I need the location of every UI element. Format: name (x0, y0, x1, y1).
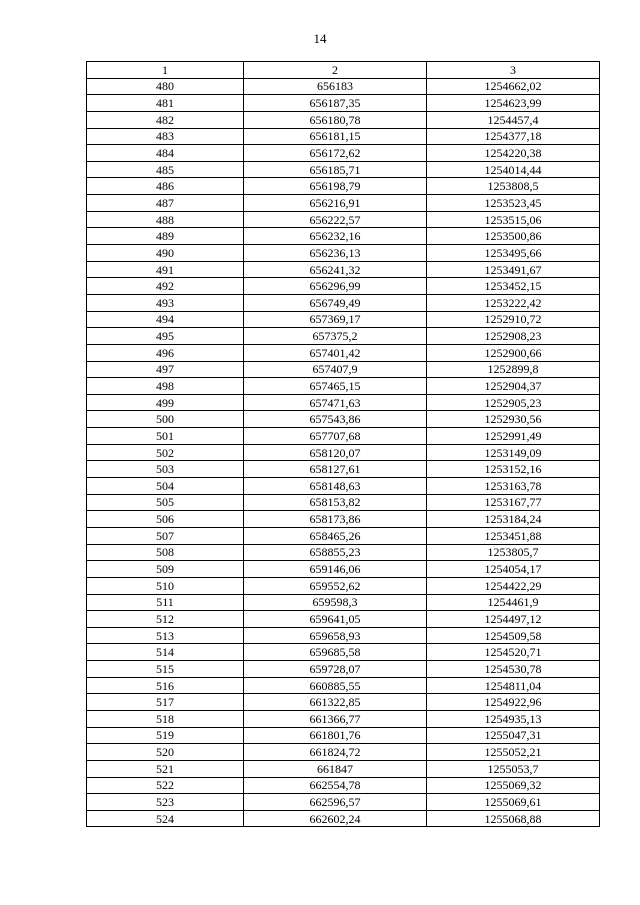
point-number-cell: 493 (87, 294, 244, 311)
table-row (87, 228, 600, 245)
x-coordinate-cell: 659728,07 (244, 661, 427, 678)
point-number-cell: 506 (87, 511, 244, 528)
table-row (87, 611, 600, 628)
x-coordinate-cell: 661801,76 (244, 727, 427, 744)
column-header-3: 3 (427, 62, 600, 79)
y-coordinate-cell: 1253452,15 (427, 278, 600, 295)
table-header (87, 62, 600, 79)
point-number-cell: 508 (87, 544, 244, 561)
table-row (87, 328, 600, 345)
table-row (87, 261, 600, 278)
y-coordinate-cell: 1253222,42 (427, 294, 600, 311)
y-coordinate-cell: 1254935,13 (427, 710, 600, 727)
point-number-cell: 507 (87, 527, 244, 544)
y-coordinate-cell: 1253451,88 (427, 527, 600, 544)
table-row (87, 594, 600, 611)
table-row (87, 394, 600, 411)
x-coordinate-cell: 657465,15 (244, 378, 427, 395)
x-coordinate-cell: 660885,55 (244, 677, 427, 694)
point-number-cell: 513 (87, 627, 244, 644)
x-coordinate-cell: 656236,13 (244, 245, 427, 262)
x-coordinate-cell: 656183 (244, 78, 427, 95)
y-coordinate-cell: 1254662,02 (427, 78, 600, 95)
table-row (87, 361, 600, 378)
x-coordinate-cell: 658127,61 (244, 461, 427, 478)
y-coordinate-cell: 1254054,17 (427, 561, 600, 578)
x-coordinate-cell: 656749,49 (244, 294, 427, 311)
y-coordinate-cell: 1254497,12 (427, 611, 600, 628)
table-row (87, 760, 600, 777)
point-number-cell: 483 (87, 128, 244, 145)
table-row (87, 378, 600, 395)
x-coordinate-cell: 661824,72 (244, 744, 427, 761)
table-row (87, 810, 600, 827)
y-coordinate-cell: 1254530,78 (427, 661, 600, 678)
y-coordinate-cell: 1252930,56 (427, 411, 600, 428)
table-row (87, 577, 600, 594)
point-number-cell: 515 (87, 661, 244, 678)
y-coordinate-cell: 1254520,71 (427, 644, 600, 661)
x-coordinate-cell: 658153,82 (244, 494, 427, 511)
point-number-cell: 490 (87, 245, 244, 262)
y-coordinate-cell: 1253167,77 (427, 494, 600, 511)
point-number-cell: 498 (87, 378, 244, 395)
table-row (87, 544, 600, 561)
table-row (87, 644, 600, 661)
table-row (87, 78, 600, 95)
x-coordinate-cell: 656296,99 (244, 278, 427, 295)
point-number-cell: 521 (87, 760, 244, 777)
page-number: 14 (313, 31, 327, 46)
point-number-cell: 484 (87, 145, 244, 162)
x-coordinate-cell: 661366,77 (244, 710, 427, 727)
point-number-cell: 496 (87, 344, 244, 361)
table-row (87, 710, 600, 727)
table-row (87, 278, 600, 295)
y-coordinate-cell: 1255069,32 (427, 777, 600, 794)
x-coordinate-cell: 662554,78 (244, 777, 427, 794)
table-row (87, 527, 600, 544)
x-coordinate-cell: 659552,62 (244, 577, 427, 594)
table-row (87, 195, 600, 212)
x-coordinate-cell: 657375,2 (244, 328, 427, 345)
point-number-cell: 481 (87, 95, 244, 112)
x-coordinate-cell: 657471,63 (244, 394, 427, 411)
y-coordinate-cell: 1255069,61 (427, 794, 600, 811)
point-number-cell: 489 (87, 228, 244, 245)
x-coordinate-cell: 656216,91 (244, 195, 427, 212)
y-coordinate-cell: 1252991,49 (427, 428, 600, 445)
table-row (87, 561, 600, 578)
y-coordinate-cell: 1252910,72 (427, 311, 600, 328)
x-coordinate-cell: 656185,71 (244, 161, 427, 178)
y-coordinate-cell: 1254461,9 (427, 594, 600, 611)
point-number-cell: 482 (87, 111, 244, 128)
table-row (87, 444, 600, 461)
point-number-cell: 491 (87, 261, 244, 278)
table-row (87, 95, 600, 112)
y-coordinate-cell: 1254509,58 (427, 627, 600, 644)
y-coordinate-cell: 1254014,44 (427, 161, 600, 178)
y-coordinate-cell: 1252900,66 (427, 344, 600, 361)
table-row (87, 145, 600, 162)
point-number-cell: 511 (87, 594, 244, 611)
y-coordinate-cell: 1254457,4 (427, 111, 600, 128)
x-coordinate-cell: 657401,42 (244, 344, 427, 361)
table-row (87, 744, 600, 761)
table-row (87, 461, 600, 478)
y-coordinate-cell: 1253152,16 (427, 461, 600, 478)
point-number-cell: 517 (87, 694, 244, 711)
y-coordinate-cell: 1252904,37 (427, 378, 600, 395)
point-number-cell: 518 (87, 710, 244, 727)
table-row (87, 511, 600, 528)
point-number-cell: 500 (87, 411, 244, 428)
y-coordinate-cell: 1253149,09 (427, 444, 600, 461)
x-coordinate-cell: 656198,79 (244, 178, 427, 195)
point-number-cell: 486 (87, 178, 244, 195)
point-number-cell: 488 (87, 211, 244, 228)
point-number-cell: 480 (87, 78, 244, 95)
y-coordinate-cell: 1253184,24 (427, 511, 600, 528)
table-row (87, 211, 600, 228)
point-number-cell: 487 (87, 195, 244, 212)
y-coordinate-cell: 1252899,8 (427, 361, 600, 378)
point-number-cell: 499 (87, 394, 244, 411)
x-coordinate-cell: 656172,62 (244, 145, 427, 162)
point-number-cell: 516 (87, 677, 244, 694)
y-coordinate-cell: 1255053,7 (427, 760, 600, 777)
column-header-1: 1 (87, 62, 244, 79)
table-row (87, 494, 600, 511)
point-number-cell: 524 (87, 810, 244, 827)
y-coordinate-cell: 1252905,23 (427, 394, 600, 411)
x-coordinate-cell: 661847 (244, 760, 427, 777)
x-coordinate-cell: 656187,35 (244, 95, 427, 112)
table-row (87, 694, 600, 711)
x-coordinate-cell: 659658,93 (244, 627, 427, 644)
x-coordinate-cell: 659641,05 (244, 611, 427, 628)
y-coordinate-cell: 1254922,96 (427, 694, 600, 711)
x-coordinate-cell: 657707,68 (244, 428, 427, 445)
table-body (87, 78, 600, 827)
y-coordinate-cell: 1254623,99 (427, 95, 600, 112)
y-coordinate-cell: 1253500,86 (427, 228, 600, 245)
x-coordinate-cell: 656232,16 (244, 228, 427, 245)
point-number-cell: 502 (87, 444, 244, 461)
y-coordinate-cell: 1253163,78 (427, 478, 600, 495)
point-number-cell: 512 (87, 611, 244, 628)
x-coordinate-cell: 659685,58 (244, 644, 427, 661)
y-coordinate-cell: 1253805,7 (427, 544, 600, 561)
point-number-cell: 497 (87, 361, 244, 378)
column-header-2: 2 (244, 62, 427, 79)
x-coordinate-cell: 658465,26 (244, 527, 427, 544)
header-row (87, 62, 600, 79)
table-row (87, 161, 600, 178)
table-row (87, 128, 600, 145)
x-coordinate-cell: 658148,63 (244, 478, 427, 495)
table-row (87, 344, 600, 361)
y-coordinate-cell: 1253808,5 (427, 178, 600, 195)
y-coordinate-cell: 1254811,04 (427, 677, 600, 694)
x-coordinate-cell: 662602,24 (244, 810, 427, 827)
table-row (87, 411, 600, 428)
x-coordinate-cell: 659146,06 (244, 561, 427, 578)
x-coordinate-cell: 658855,23 (244, 544, 427, 561)
y-coordinate-cell: 1255052,21 (427, 744, 600, 761)
x-coordinate-cell: 656181,15 (244, 128, 427, 145)
x-coordinate-cell: 659598,3 (244, 594, 427, 611)
table-row (87, 311, 600, 328)
y-coordinate-cell: 1253495,66 (427, 245, 600, 262)
y-coordinate-cell: 1253523,45 (427, 195, 600, 212)
point-number-cell: 492 (87, 278, 244, 295)
point-number-cell: 485 (87, 161, 244, 178)
table-row (87, 794, 600, 811)
x-coordinate-cell: 658173,86 (244, 511, 427, 528)
x-coordinate-cell: 656241,32 (244, 261, 427, 278)
table-row (87, 111, 600, 128)
point-number-cell: 505 (87, 494, 244, 511)
point-number-cell: 509 (87, 561, 244, 578)
y-coordinate-cell: 1252908,23 (427, 328, 600, 345)
y-coordinate-cell: 1253491,67 (427, 261, 600, 278)
table-row (87, 661, 600, 678)
point-number-cell: 494 (87, 311, 244, 328)
table-row (87, 627, 600, 644)
x-coordinate-cell: 657543,86 (244, 411, 427, 428)
point-number-cell: 510 (87, 577, 244, 594)
point-number-cell: 520 (87, 744, 244, 761)
point-number-cell: 495 (87, 328, 244, 345)
x-coordinate-cell: 658120,07 (244, 444, 427, 461)
table-row (87, 478, 600, 495)
x-coordinate-cell: 657407,9 (244, 361, 427, 378)
point-number-cell: 501 (87, 428, 244, 445)
x-coordinate-cell: 657369,17 (244, 311, 427, 328)
table-row (87, 777, 600, 794)
x-coordinate-cell: 656180,78 (244, 111, 427, 128)
coordinates-table (86, 61, 600, 827)
table-row (87, 677, 600, 694)
table-row (87, 294, 600, 311)
point-number-cell: 514 (87, 644, 244, 661)
point-number-cell: 504 (87, 478, 244, 495)
table-row (87, 428, 600, 445)
x-coordinate-cell: 662596,57 (244, 794, 427, 811)
point-number-cell: 522 (87, 777, 244, 794)
y-coordinate-cell: 1254377,18 (427, 128, 600, 145)
table-row (87, 178, 600, 195)
y-coordinate-cell: 1255068,88 (427, 810, 600, 827)
y-coordinate-cell: 1253515,06 (427, 211, 600, 228)
y-coordinate-cell: 1254422,29 (427, 577, 600, 594)
point-number-cell: 503 (87, 461, 244, 478)
point-number-cell: 523 (87, 794, 244, 811)
y-coordinate-cell: 1255047,31 (427, 727, 600, 744)
point-number-cell: 519 (87, 727, 244, 744)
table-row (87, 245, 600, 262)
table-row (87, 727, 600, 744)
y-coordinate-cell: 1254220,38 (427, 145, 600, 162)
x-coordinate-cell: 661322,85 (244, 694, 427, 711)
x-coordinate-cell: 656222,57 (244, 211, 427, 228)
